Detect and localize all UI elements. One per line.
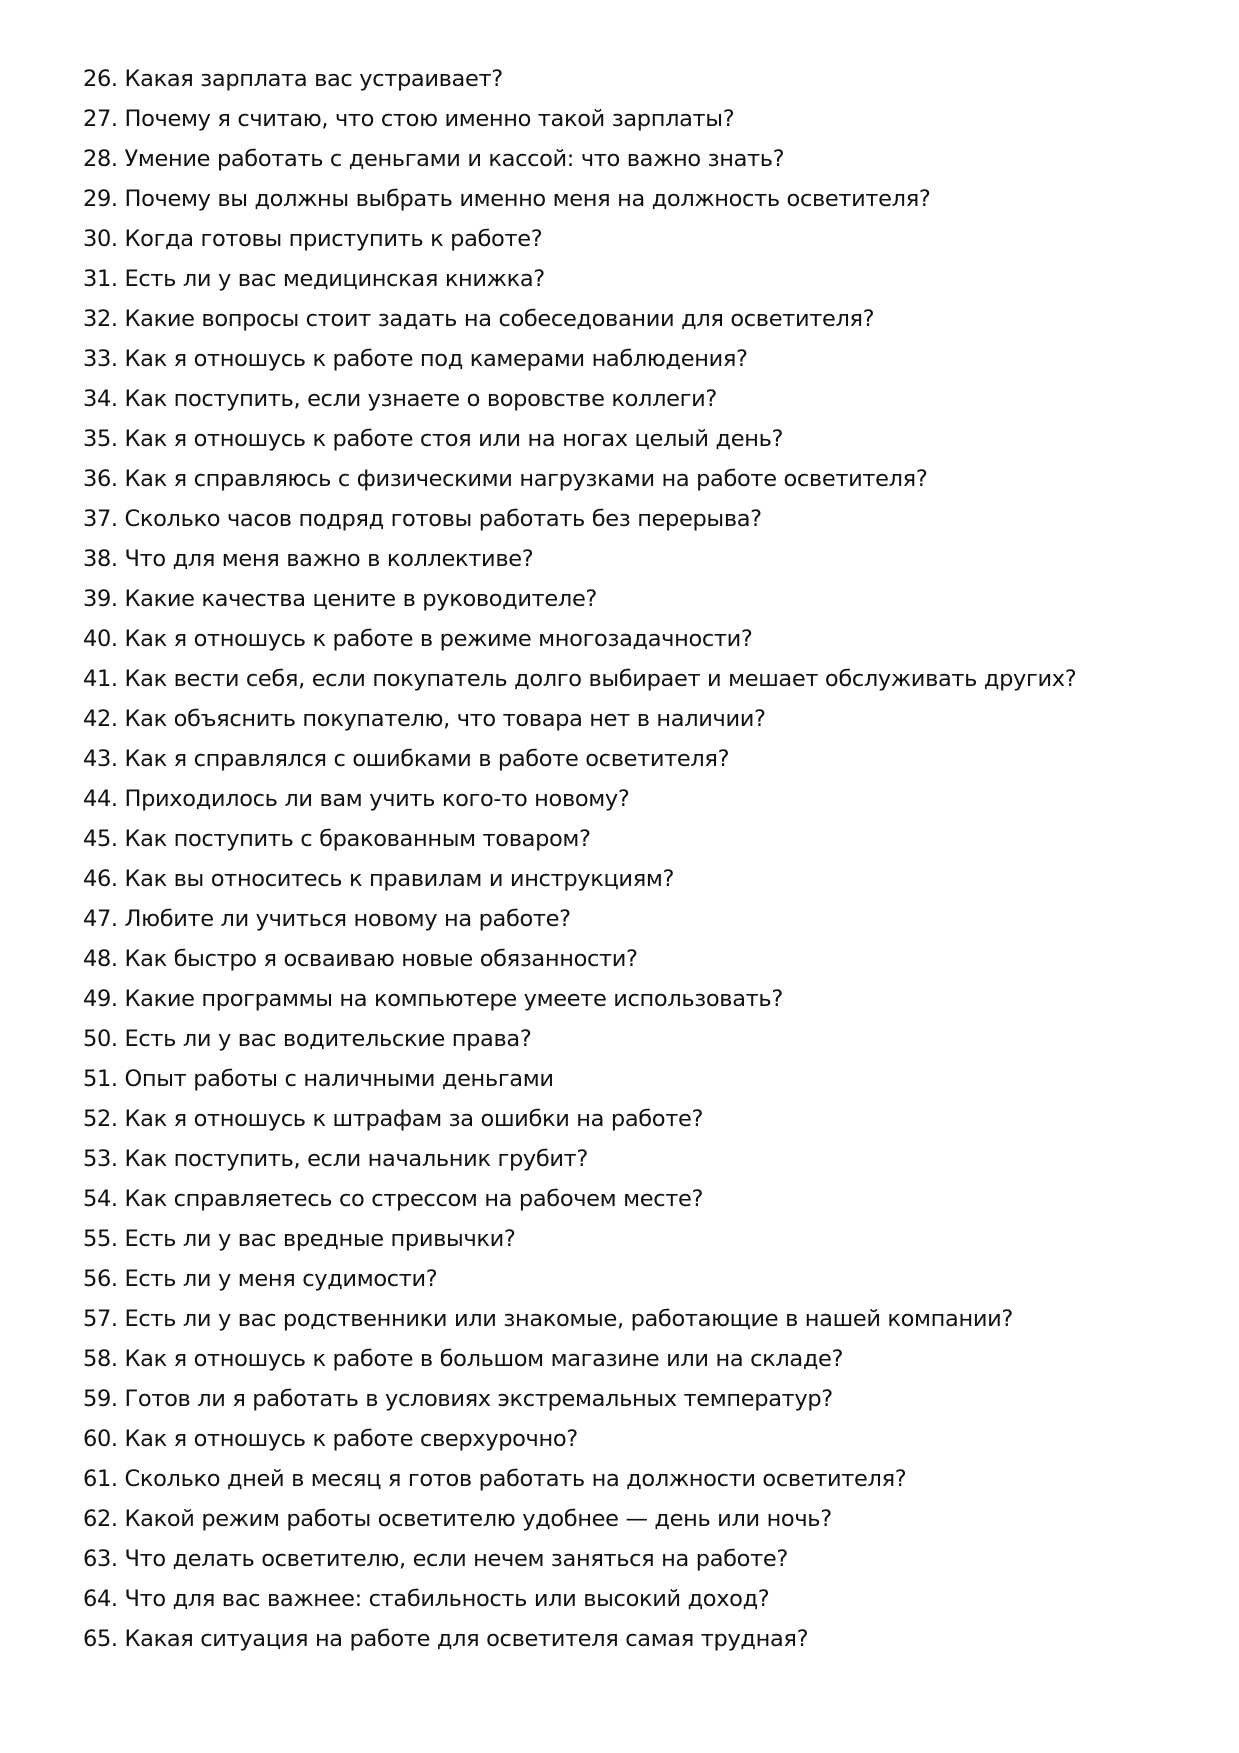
question-item: 44. Приходилось ли вам учить кого-то новому? — [83, 786, 630, 812]
question-item: 58. Как я отношусь к работе в большом магазине или на складе? — [83, 1346, 844, 1372]
question-item: 28. Умение работать с деньгами и кассой: что важно знать? — [83, 146, 785, 172]
question-item: 48. Как быстро я осваиваю новые обязанности? — [83, 946, 638, 972]
question-item: 43. Как я справлялся с ошибками в работе осветителя? — [83, 746, 730, 772]
question-item: 34. Как поступить, если узнаете о воровстве коллеги? — [83, 386, 717, 412]
question-item: 61. Сколько дней в месяц я готов работать на должности осветителя? — [83, 1466, 907, 1492]
question-item: 36. Как я справляюсь с физическими нагрузками на работе осветителя? — [83, 466, 928, 492]
question-item: 40. Как я отношусь к работе в режиме многозадачности? — [83, 626, 753, 652]
question-item: 53. Как поступить, если начальник грубит? — [83, 1146, 588, 1172]
question-item: 49. Какие программы на компьютере умеете использовать? — [83, 986, 783, 1012]
question-item: 59. Готов ли я работать в условиях экстремальных температур? — [83, 1386, 833, 1412]
question-item: 62. Какой режим работы осветителю удобнее — день или ночь? — [83, 1506, 832, 1532]
question-item: 57. Есть ли у вас родственники или знакомые, работающие в нашей компании? — [83, 1306, 1013, 1332]
question-item: 41. Как вести себя, если покупатель долго выбирает и мешает обслуживать других? — [83, 666, 1077, 692]
question-item: 30. Когда готовы приступить к работе? — [83, 226, 543, 252]
question-item: 54. Как справляетесь со стрессом на рабочем месте? — [83, 1186, 704, 1212]
question-item: 38. Что для меня важно в коллективе? — [83, 546, 534, 572]
question-item: 60. Как я отношусь к работе сверхурочно? — [83, 1426, 578, 1452]
question-item: 37. Сколько часов подряд готовы работать без перерыва? — [83, 506, 762, 532]
question-item: 56. Есть ли у меня судимости? — [83, 1266, 438, 1292]
question-item: 63. Что делать осветителю, если нечем заняться на работе? — [83, 1546, 788, 1572]
question-item: 50. Есть ли у вас водительские права? — [83, 1026, 532, 1052]
question-item: 33. Как я отношусь к работе под камерами наблюдения? — [83, 346, 748, 372]
question-item: 31. Есть ли у вас медицинская книжка? — [83, 266, 545, 292]
question-item: 26. Какая зарплата вас устраивает? — [83, 66, 503, 92]
question-item: 47. Любите ли учиться новому на работе? — [83, 906, 571, 932]
question-item: 27. Почему я считаю, что стою именно такой зарплаты? — [83, 106, 735, 132]
question-item: 42. Как объяснить покупателю, что товара нет в наличии? — [83, 706, 766, 732]
question-item: 55. Есть ли у вас вредные привычки? — [83, 1226, 516, 1252]
question-item: 51. Опыт работы с наличными деньгами — [83, 1066, 554, 1092]
question-item: 46. Как вы относитесь к правилам и инструкциям? — [83, 866, 675, 892]
question-item: 65. Какая ситуация на работе для осветителя самая трудная? — [83, 1626, 809, 1652]
question-item: 64. Что для вас важнее: стабильность или высокий доход? — [83, 1586, 770, 1612]
question-item: 32. Какие вопросы стоит задать на собеседовании для осветителя? — [83, 306, 875, 332]
question-list — [83, 59, 1183, 1659]
question-item: 29. Почему вы должны выбрать именно меня на должность осветителя? — [83, 186, 931, 212]
question-item: 45. Как поступить с бракованным товаром? — [83, 826, 591, 852]
question-item: 52. Как я отношусь к штрафам за ошибки на работе? — [83, 1106, 704, 1132]
question-item: 39. Какие качества цените в руководителе? — [83, 586, 598, 612]
question-item: 35. Как я отношусь к работе стоя или на ногах целый день? — [83, 426, 784, 452]
